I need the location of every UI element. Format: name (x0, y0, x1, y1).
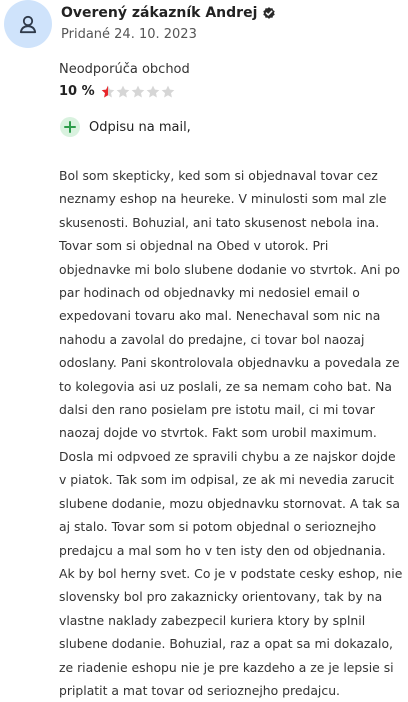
rating (59, 84, 176, 99)
star-rating (101, 85, 176, 99)
verified-check-icon (262, 6, 276, 20)
avatar (4, 0, 52, 48)
star-icon (116, 85, 130, 99)
star-icon (161, 85, 175, 99)
rating-percent: 10 % (59, 84, 95, 99)
recommendation-label: Neodporúča obchod (59, 62, 190, 77)
star-icon (131, 85, 145, 99)
author-name: Overený zákazník Andrej (61, 5, 258, 21)
review-author (61, 5, 276, 21)
star-icon (101, 85, 115, 99)
review-date: Pridané 24. 10. 2023 (61, 27, 197, 42)
pro-item: Odpisu na mail, (89, 119, 191, 135)
review-text: Bol som skepticky, ked som si objednaval tovar cez neznamy eshop na heureke. V minulosti som mal zle skusenosti. Bohuzial, ani tato skusenost nebola ina. Tovar som si objednal na Obed v utorok. Pri objednavke mi bolo slubene dodanie vo stvrtok. Ani po par hodinach od objednavky mi nedosiel email o expedovani tovaru ako mal. Nenechaval som nic na nahodu a zavolal do predajne, ci tovar bol naozaj odoslany. Pani skontrolovala objednavku a povedala ze to kolegovia asi uz poslali, ze sa nemam coho bat. Na dalsi den rano posielam pre istotu mail, ci mi tovar naozaj dojde vo stvrtok. Fakt som urobil maximum. Dosla mi odpvoed ze spravili chybu a ze najskor dojde v piatok. Tak som im odpisal, ze ak mi nevedia zarucit slubene dodanie, mozu objednavku stornovat. A tak sa aj stalo. Tovar som si potom objednal o serioznejho predajcu a mal som ho v ten isty den od objednania. Ak by bol herny svet. Co je v podstate cesky eshop, nie slovensky bol pro zakaznicky orientovany, tak by na vlastne naklady zabezpecil kuriera ktory by splnil slubene dodanie. Bohuzial, raz a opat sa mi dokazalo, ze riadenie eshopu nie je pre kazdeho a ze je lepsie si priplatit a mat tovar od serioznejho predajcu. (59, 168, 403, 698)
star-icon (146, 85, 160, 99)
user-icon (18, 14, 38, 34)
pros-list (60, 117, 191, 137)
plus-icon (60, 117, 80, 137)
